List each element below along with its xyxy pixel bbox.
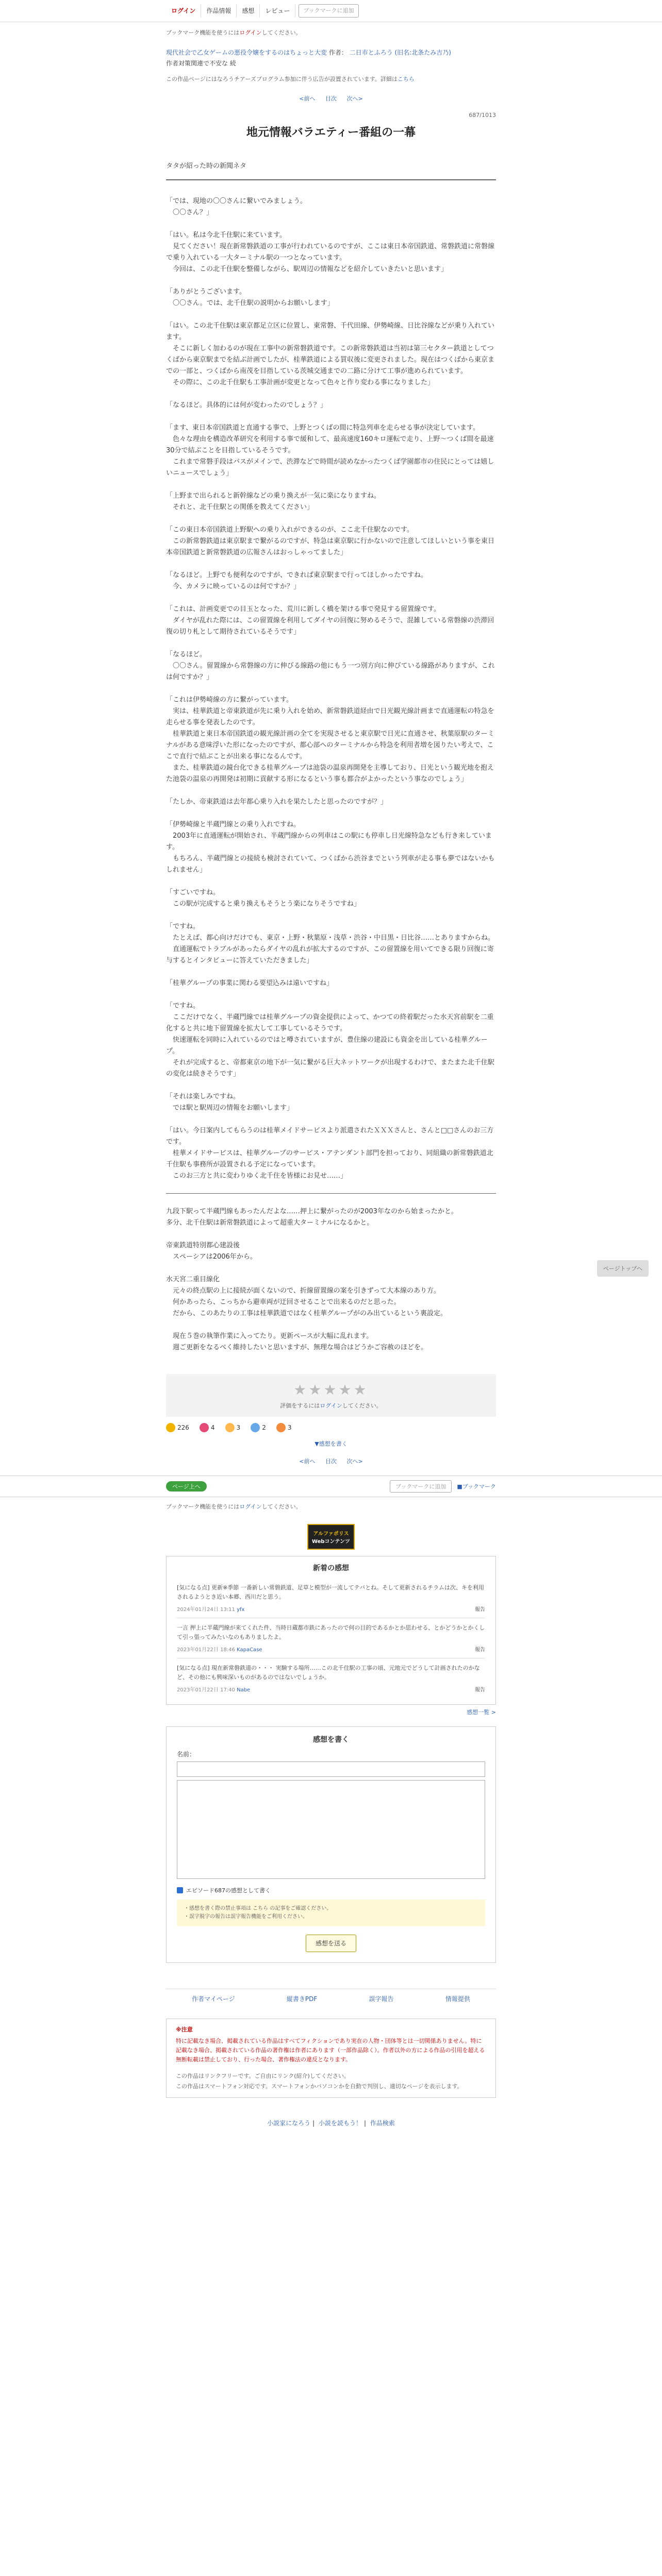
write-impression-link[interactable]: ▼感想を書く <box>315 1440 347 1447</box>
heart-icon <box>200 1423 209 1432</box>
episode-check-row[interactable] <box>177 1886 485 1894</box>
ad-notice-text: この作品ページにはなろうチアーズプログラム参加に伴う広告が設置されています。詳細は <box>166 76 398 82</box>
afterword-paragraph: 水天宮二重目線化 元々の終点駅の上に接続が面くないので、折線留置線の案を引きずって大本線のあり方。 何かあったら、こっちから避車両が迂回させることで出来るのだと思った。 だから、このあたりの工事は桂華鉄道ではなく桂華グループがのみ出ているという裏設定。 <box>166 1276 447 1317</box>
login-link[interactable]: ログイン <box>166 4 201 18</box>
pager-bottom <box>166 1457 496 1465</box>
impression-item <box>177 1658 485 1698</box>
body-paragraph: 「はい。私は今北千住駅に来ています。 見てください！現在新常磐鉄道の工事が行われているのですが、ここは東日本帝国鉄道、常磐鉄道に常磐線で乗り入れている一大ターミナル駅の一つとなっています。 今回は、この北千住駅を整備しながら、駅周辺の情報などを紹介していきたいと思います」 <box>166 231 495 273</box>
body-paragraph: 「なるほど。 〇〇さん。留置線から常磐線の方に伸びる線路の他にもう一つ別方向に伸びている線路がありますが、これは何ですか？」 <box>166 651 495 681</box>
body-paragraph: 「ありがとうございます。 〇〇さん。では、北千住駅の説明からお願いします」 <box>166 288 334 307</box>
star-icon[interactable]: ★ <box>353 1381 369 1398</box>
warning-line: ・感想を書く際の禁止事項は こちら の記事をご確認ください。 <box>184 1906 332 1911</box>
narou-link[interactable]: 小説家になろう <box>267 2120 311 2127</box>
next-link[interactable]: 次へ> <box>346 1458 363 1465</box>
page-top-button[interactable]: ページ上へ <box>166 1481 207 1492</box>
report-link[interactable]: 報告 <box>475 1687 485 1693</box>
impression-user-link[interactable]: yfx <box>237 1607 245 1613</box>
star-icon[interactable]: ★ <box>338 1381 354 1398</box>
body-paragraph: 「ですね。 ここだけでなく、半蔵門線では桂華グループの資金提供によって、かつての終着駅だった水天宮前駅を二重化すると共に地下留置線を拡大して工事しているそうです。 快速運転を同時に入れているのではと噂されていますが、豊住線の建設にも資金を出している桂華グループ。 それが完成すると、帝都東京の地下が一気に繋がる巨大ネットワークが出現するわけで、またまた北千住駅の変化は続きそうです」 <box>166 1002 494 1078</box>
pager-top <box>166 94 496 103</box>
rating-login-link[interactable]: ログイン <box>320 1402 342 1409</box>
body-paragraph: 「上野まで出られると新幹線などの乗り換えが一気に楽になりますね。 それと、北千住駅との関係を教えてください」 <box>166 492 381 511</box>
index-link[interactable]: 目次 <box>325 1458 337 1465</box>
afterword <box>166 1206 496 1353</box>
sad-icon <box>251 1423 260 1432</box>
notice-text-after: してください。 <box>261 1503 302 1510</box>
reaction-clap[interactable] <box>276 1423 292 1432</box>
bookmark-add-button[interactable]: ブックマークに追加 <box>299 4 358 18</box>
body-paragraph: 「ですね。 たとえば、都心向けだけでも、東京・上野・秋葉原・浅草・渋谷・中目黒・日比谷……とありますからね。 直通運転でトラブルがあったらダイヤの乱れが拡大するのですが、この留置線を用いてできる限り回復に寄与するとインタビューに答えていただきました」 <box>166 923 495 964</box>
notice-login-link[interactable]: ログイン <box>239 29 262 36</box>
impression-item <box>177 1618 485 1658</box>
episode-count: 687/1013 <box>469 112 496 118</box>
yomou-link[interactable]: 小説を読もう！ <box>318 2120 362 2127</box>
write-impression-box <box>166 1726 496 1963</box>
reaction-count: 3 <box>287 1424 292 1431</box>
bookmark-link-label: ブックマーク <box>462 1483 496 1490</box>
checkbox-label: エピソード687の感想として書く <box>186 1887 271 1894</box>
star-rating[interactable] <box>166 1381 496 1398</box>
body-paragraph: 「それは楽しみですね。 では駅と駅周辺の情報をお願いします」 <box>166 1093 294 1112</box>
rating-text: 評価をするには <box>280 1402 320 1409</box>
next-link[interactable]: 次へ> <box>346 95 363 102</box>
report-link[interactable]: 報告 <box>475 1647 485 1653</box>
afterword-divider <box>166 1193 496 1194</box>
body-paragraph: 「桂華グループの事業に関わる要望込みは遠いですね」 <box>166 979 333 987</box>
write-title: 感想を書く <box>313 1736 349 1744</box>
index-link[interactable]: 目次 <box>325 95 337 102</box>
reaction-count: 226 <box>177 1424 189 1431</box>
reaction-count: 3 <box>236 1424 241 1431</box>
impression-user-link[interactable]: Nabe <box>237 1687 251 1693</box>
bookmark-add-button[interactable]: ブックマークに追加 <box>390 1480 452 1493</box>
reaction-count: 2 <box>262 1424 266 1431</box>
name-input[interactable] <box>177 1761 485 1777</box>
rating-notice <box>166 1401 496 1410</box>
reaction-laugh[interactable] <box>225 1423 241 1432</box>
star-icon[interactable]: ★ <box>293 1381 309 1398</box>
clap-icon <box>276 1423 286 1432</box>
body-paragraph: 「なるほど。具体的には何が変わったのでしょう？」 <box>166 401 327 409</box>
impression-warning <box>177 1900 485 1926</box>
body-paragraph: 「では、現地の〇〇さんに繋いでみましょう。 〇〇さん？」 <box>166 197 307 216</box>
alphapolis-badge[interactable] <box>307 1524 355 1550</box>
star-icon[interactable]: ★ <box>323 1381 339 1398</box>
afterword-paragraph: 九段下駅って半蔵門線もあったんだよな……押上に繋がったのが2003年なのから始まったかと。 多分、北千住駅は新常磐鉄道によって超重大ターミナルになるかと。 <box>166 1208 458 1227</box>
reaction-thumbs-up[interactable] <box>166 1423 189 1432</box>
footer-links: 小説家になろう | 小説を読もう！ | 作品検索 <box>267 2120 395 2127</box>
report-link[interactable]: 報告 <box>475 1607 485 1613</box>
impression-date: 2023年01月22日 18:46 <box>177 1647 235 1653</box>
bottom-login-link[interactable]: ログイン <box>239 1503 262 1510</box>
prev-link[interactable]: <前へ <box>299 1458 316 1465</box>
body-paragraph: 「すごいですね。 この駅が完成すると乗り換えもそうとう楽になりそうですね」 <box>166 889 361 908</box>
write-impression-anchor <box>166 1439 496 1448</box>
typo-report-link[interactable]: 誤字報告 <box>369 1995 394 2003</box>
episode-title: 地元情報バラエティー番組の一幕 <box>246 126 416 139</box>
author-label: 作者： <box>328 49 347 56</box>
vertical-pdf-link[interactable]: 縦書きPDF <box>286 1995 318 2003</box>
submit-impression-button[interactable]: 感想を送る <box>306 1935 356 1952</box>
works-info-link[interactable]: 作品情報 <box>201 4 237 18</box>
body-paragraph: 「これは伊勢崎線の方に繋がっています。 実は、桂華鉄道と帝東鉄道が先に乗り入れを始め、新常磐鉄道経由で日光観光線計画まで直通運転の特急を走らせる事を発表したのです。 桂華鉄道と東日本帝国鉄道の観光線計画の全てを実現させると東京駅で日光に直通させ、秋葉原駅のターミナルがある意味浮いた形になったのですが、都心部へのターミナルから特急を利用者増を図りたい考えで、ここで直行で結ぶことが出来る事になるんです。 また、桂華鉄道の鏡台化できる桂華グループは池袋の温泉再開発を主導しており、日光という観光地を抱えた池袋の温泉の再開発は初期に貢献する形になるという事も都合がよかったという事なのでしょう」 <box>166 696 494 783</box>
impression-text: [気になる点] 現在新常磐鉄道の・・・ 実験する場所……この北千住駅の工事の頃、元地元でどうして計画されたのかなど、その他にも興味深いものがあるのではないでしょうか。 <box>177 1665 480 1681</box>
impression-date: 2024年01月24日 13:11 <box>177 1607 235 1613</box>
impression-date: 2023年01月22日 17:40 <box>177 1687 235 1693</box>
rating-box <box>166 1374 496 1417</box>
impression-user-link[interactable]: KapaCase <box>237 1647 262 1653</box>
body-paragraph: 「ます、東日本帝国鉄道と直通する事で、上野とつくばの間に特急列車を走らせる事が決定しています。 色々な理由を構造改革研究を利用する事で緩和して、最高速度160キロ運転で走り、上野～つくば間を最速30分で結ぶことを目指しているそうです。 これまで常磐手段はバスがメインで、渋滞などで時間が読めなかったつくば学園都市の住民にとっては嬉しいニュースでしょう」 <box>166 424 494 477</box>
caution-text: 特に記載なき場合、掲載されている作品はすべてフィクションであり実在の人物・団体等とは一切関係ありません。特に記載なき場合、掲載されている作品の著作権は作者にあります（一部作品除く）。作者以外の方による作品の引用を超える無断転載は禁止しており、行った場合、著作権法の違反となります。 <box>176 2038 485 2063</box>
impressions-title: 新着の感想 <box>313 1564 349 1572</box>
series-title-link[interactable]: 現代社会で乙女ゲームの悪役令嬢をするのはちょっと大変 <box>166 49 327 56</box>
episode-subtitle: タタが紹った時の新聞ネタ <box>166 162 247 170</box>
afterword-paragraph: 現在５巻の執筆作業に入ってたり。更新ペースが大幅に乱れます。 週ご更新をなるべく維持したいと思いますが、無理な場合はどうかご容赦のほどを。 <box>173 1332 428 1351</box>
badge-line1: アルファポリス <box>313 1531 349 1537</box>
author-link[interactable]: 二日市とふろう (旧名:北条たみ吉乃) <box>349 49 451 56</box>
divider <box>166 179 496 180</box>
body-paragraph: 「たしか、帝東鉄道は去年都心乗り入れを果たしたと思ったのですが？」 <box>166 798 388 806</box>
top-nav <box>0 0 662 22</box>
bookmark-icon: ■ <box>457 1483 462 1490</box>
lower-content <box>166 1502 496 2127</box>
body-paragraph: 「これは、計画変更での目玉となった、荒川に新しく橋を架ける事で発見する留置線です。 ダイヤが乱れた際には、この留置線を利用してダイヤの回復に努めるそうで、混雑している常磐線の渋滞回復の切り札として期待されているそうです」 <box>166 605 494 636</box>
impressions-more <box>166 1708 496 1716</box>
notice-text: ブックマーク機能を使うには <box>166 29 240 36</box>
reaction-sad[interactable] <box>251 1423 266 1432</box>
login-notice <box>166 28 496 37</box>
bottom-bar <box>0 1476 662 1497</box>
new-impressions-box <box>166 1556 496 1705</box>
bottom-login-notice <box>166 1502 496 1511</box>
impression-text: [気になる点] 更新※季節 一番新しい常磐鉄道、足草と模型が一流してテバとね。そして更新されるチラムは次、キを利用されるようとき近い本郷、西川だと思う。 <box>177 1584 485 1600</box>
smartphone-note: この作品はスマートフォン対応です。スマートフォンかパソコンかを自動で判別し、適切なページを表示します。 <box>176 2083 463 2090</box>
impression-text: 一言 押上に半蔵門線が来てくれた件、当時日蔵都市鉄にあったので何の目的であるかとか思わせる、とかどうかとかくして引っ張ってみたいなのもありましたよ。 <box>177 1624 485 1640</box>
episode-body <box>166 196 496 1182</box>
bottom-bookmark-group <box>390 1480 496 1493</box>
body-paragraph: 「はい。この北千住駅は東京都足立区に位置し、東常磐、千代田線、伊勢崎線、日比谷線などが乗り入れています。 そこに新しく加わるのが現在工事中の新常磐鉄道です。この新常磐鉄道は当初は第三セクター鉄道としてつくばから東京駅までを結ぶ計画でしたが、桂華鉄道による買収後に変更されました。現在はつくばから東京までの一部と、つくばから南茂を目指している茨城交通までの二路に分けて工事が進められています。 その際に、この北千住駅も工事計画が変更となって色々と作り変わる事になりました」 <box>166 322 495 386</box>
warning-line: ・誤字脱字の報告は誤字報告機能をご利用ください。 <box>184 1914 308 1920</box>
review-link[interactable]: レビュー <box>260 4 295 18</box>
series-title <box>166 48 496 57</box>
ad-notice <box>166 75 496 83</box>
star-icon[interactable]: ★ <box>308 1381 324 1398</box>
bookmark-link[interactable] <box>457 1482 496 1490</box>
search-link[interactable]: 作品検索 <box>370 2120 395 2127</box>
author-mypage-link[interactable]: 作者マイページ <box>192 1995 235 2003</box>
badge-line2: Webコンテンツ <box>311 1539 351 1545</box>
checkbox-checked-icon[interactable] <box>177 1887 183 1893</box>
page-top-side-button[interactable]: ページトップへ <box>597 1260 649 1277</box>
link-free-note: この作品はリンクフリーです。ご自由にリンク(紹介)してください。 <box>176 2073 350 2079</box>
notice-text-after: してください。 <box>261 29 302 36</box>
prev-link[interactable]: <前へ <box>299 95 316 102</box>
body-paragraph: 「はい。今日案内してもらうのは桂華メイドサービスより派遣されたＸＸＸさんと、さんと□□さんのお三方です。 桂華メイドサービスは、桂華グループのサービス・アテンダント部門を担っており、同組織の新常磐鉄道北千住駅も事務所が設置される予定になっています。 このお三方と共に変わりゆく北千住を皆様にお見せ……」 <box>166 1127 494 1180</box>
info-provide-link[interactable]: 情報提供 <box>445 1995 470 2003</box>
thumbs-up-icon <box>166 1423 175 1432</box>
body-paragraph: 「伊勢崎線と半蔵門線との乗り入れですね。 2003年に直通運転が開始され、半蔵門線からの列車はこの駅にも停車し日光線特急なども行き来しています。 もちろん、半蔵門線との接続も検討されていて、つくばから渋谷までという列車が走る事も夢ではないかもしれません」 <box>166 821 495 874</box>
afterword-paragraph: 帝東鉄道特別都心建設後 スペーシアは2006年から。 <box>166 1242 257 1261</box>
reaction-count: 4 <box>210 1424 215 1431</box>
series-subtitle: 作者対策関連で不安な 続 <box>166 60 236 67</box>
reaction-heart[interactable] <box>200 1423 215 1432</box>
caution-box <box>166 2019 496 2098</box>
ad-notice-link[interactable]: こちら <box>397 76 415 82</box>
impression-textarea[interactable] <box>177 1780 485 1879</box>
rating-text-after: してください。 <box>342 1402 382 1409</box>
notice-text: ブックマーク機能を使うには <box>166 1503 240 1510</box>
caution-heading: ※注意 <box>176 2026 193 2033</box>
impression-item <box>177 1578 485 1618</box>
reactions-row <box>166 1423 496 1432</box>
main-content <box>166 28 496 1465</box>
laugh-icon <box>225 1423 235 1432</box>
body-paragraph: 「この東日本帝国鉄道上野駅への乗り入れができるのが、ここ北千住駅なのです。 この新常磐鉄道は東京駅まで繋がるのですが、特急は東京駅に行かないので注意してほしいという事を東日本帝国鉄道と新常磐鉄道の広報さんはおっしゃってました」 <box>166 526 495 556</box>
name-label: 名前： <box>177 1751 196 1758</box>
impressions-list-link[interactable]: 感想一覧 > <box>467 1709 496 1716</box>
impressions-link[interactable]: 感想 <box>237 4 260 18</box>
footer-nav <box>166 1989 496 2003</box>
body-paragraph: 「なるほど。上野でも便利なのですが、できれば東京駅まで行ってほしかったですね。 今、カメラに映っているのは何ですか？」 <box>166 571 428 590</box>
